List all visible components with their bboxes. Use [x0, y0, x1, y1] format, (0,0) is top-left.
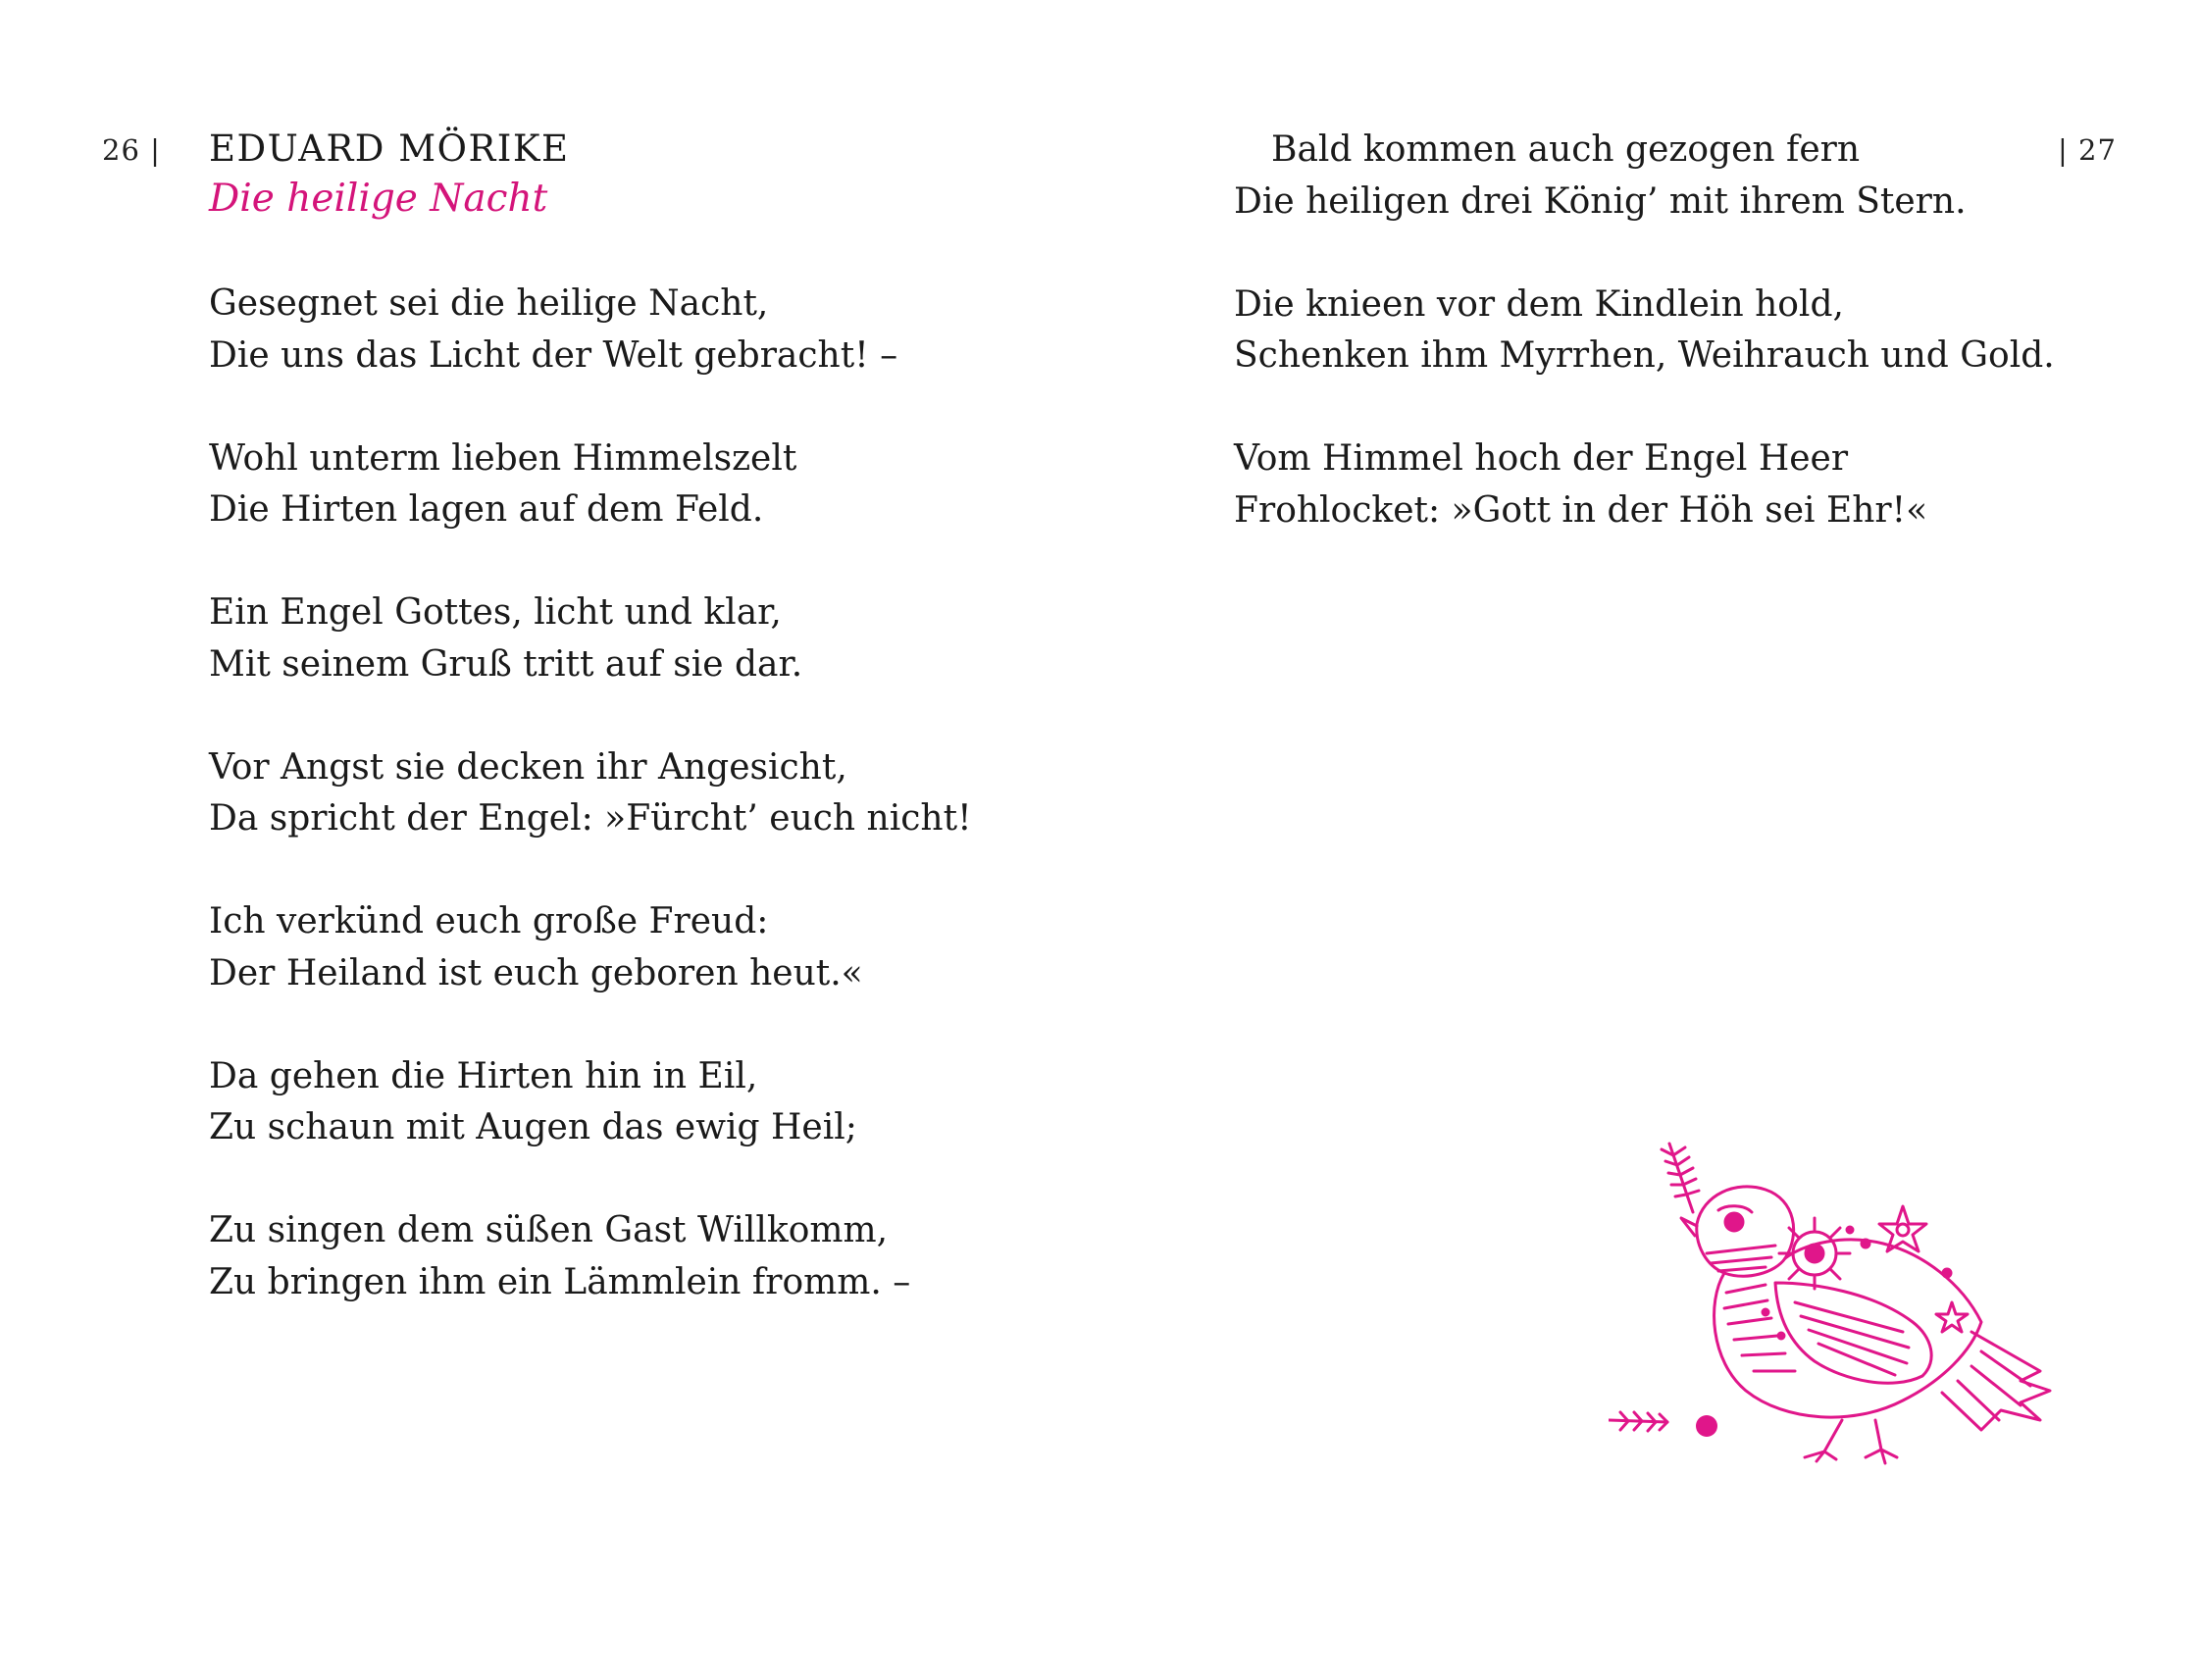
right-poem-body: [1234, 125, 2055, 588]
poem-line: Schenken ihm Myrrhen, Weihrauch und Gold.: [1234, 335, 2055, 376]
page-number-left: 26 |: [102, 133, 161, 167]
stanza: [1234, 280, 2055, 382]
stanza: [209, 742, 972, 845]
poem-line: Mit seinem Gruß tritt auf sie dar.: [209, 643, 803, 685]
poem-line: Bald kommen auch gezogen fern: [1271, 129, 1861, 170]
poem-line: Vom Himmel hoch der Engel Heer: [1234, 438, 1849, 479]
poem-line: Der Heiland ist euch geboren heut.«: [209, 952, 863, 993]
poem-line: Die heiligen drei König’ mit ihrem Stern.: [1234, 180, 1967, 222]
ground-twig-icon: [1609, 1412, 1667, 1431]
stanza: [1234, 125, 2055, 228]
poem-line: Frohlocket: »Gott in der Höh sei Ehr!«: [1234, 489, 1928, 531]
poem-line: Da spricht der Engel: »Fürcht’ euch nicht!: [209, 798, 972, 839]
bird-illustration: [1609, 1136, 2079, 1469]
stanza: [209, 279, 972, 382]
poem-title: Die heilige Nacht: [209, 177, 548, 221]
poem-line: Die uns das Licht der Welt gebracht! –: [209, 334, 898, 376]
twig-icon: [1662, 1144, 1699, 1212]
stanza: [209, 587, 972, 690]
poem-line: Zu bringen ihm ein Lämmlein fromm. –: [209, 1261, 911, 1302]
poem-line: Wohl unterm lieben Himmelszelt: [209, 437, 797, 479]
stanza: [209, 1205, 972, 1308]
poem-line: Vor Angst sie decken ihr Angesicht,: [209, 746, 847, 788]
stanza: [209, 896, 972, 999]
stanza: [209, 1051, 972, 1154]
poem-line: Gesegnet sei die heilige Nacht,: [209, 283, 769, 324]
stanza: [1234, 433, 2055, 536]
poem-line: Da gehen die Hirten hin in Eil,: [209, 1055, 758, 1096]
poem-line: Die Hirten lagen auf dem Feld.: [209, 489, 764, 530]
author-name: EDUARD MÖRIKE: [209, 127, 570, 170]
poem-line: Zu singen dem süßen Gast Willkomm,: [209, 1210, 889, 1250]
poem-line: Zu schaun mit Augen das ewig Heil;: [209, 1107, 857, 1147]
stanza: [209, 433, 972, 536]
sun-icon: [1779, 1218, 1850, 1289]
berry-icon: [1696, 1415, 1717, 1437]
poem-line: Ein Engel Gottes, licht und klar,: [209, 592, 782, 633]
poem-line: Ich verkünd euch große Freud:: [209, 901, 769, 942]
left-poem-body: [209, 279, 972, 1360]
page-number-right: | 27: [2058, 133, 2117, 167]
poem-line: Die knieen vor dem Kindlein hold,: [1234, 283, 1844, 325]
